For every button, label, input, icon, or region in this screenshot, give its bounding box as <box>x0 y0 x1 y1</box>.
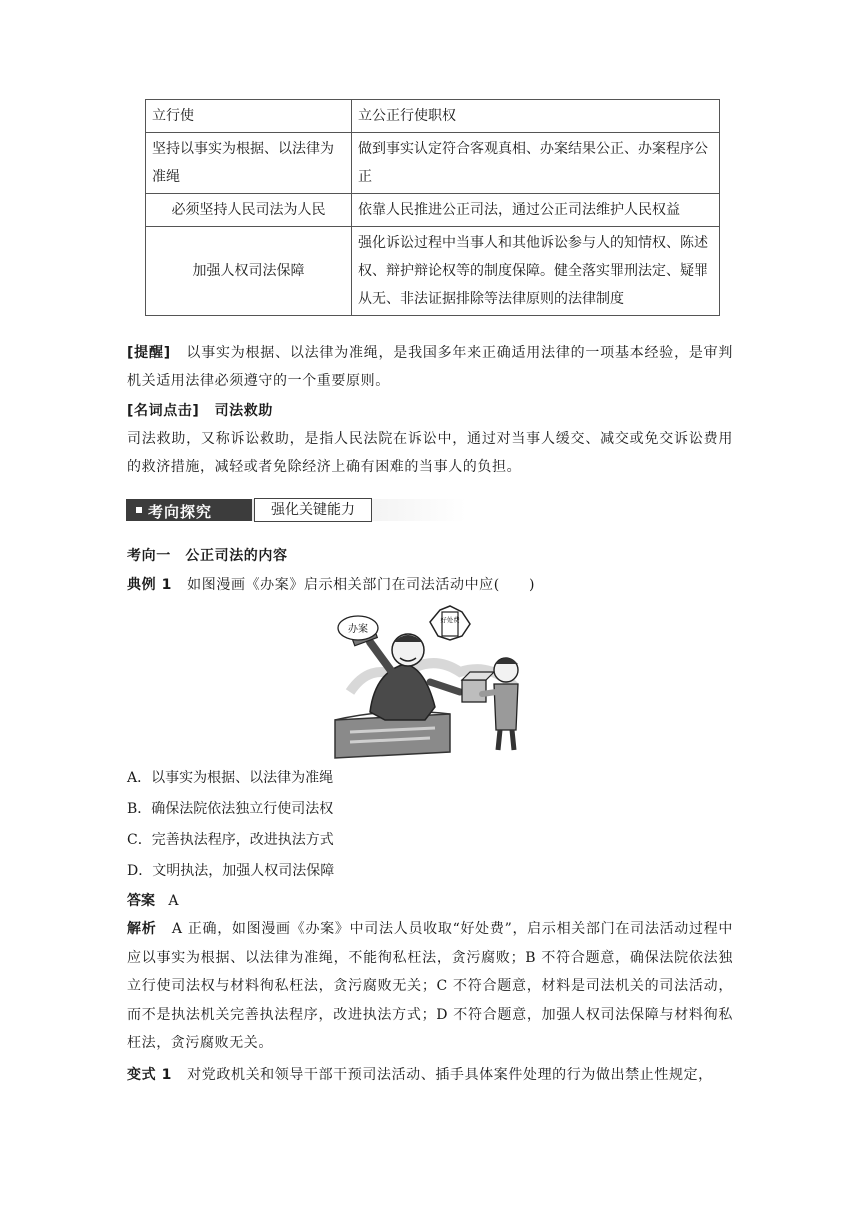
option-c: C．完善执法程序，改进执法方式 <box>127 832 334 848</box>
variant-label: 变式 1 <box>127 1067 173 1083</box>
analysis-label: 解析 <box>127 921 157 937</box>
table-row <box>146 100 720 133</box>
table-row <box>146 133 720 194</box>
table-cell: 必须坚持人民司法为人民 <box>146 194 352 227</box>
example-text: 如图漫画《办案》启示相关部门在司法活动中应( ) <box>187 577 536 593</box>
principles-table <box>145 99 720 316</box>
speech-left-text: 办案 <box>348 624 368 635</box>
tip-label: [提醒] <box>127 345 171 361</box>
table-row <box>146 194 720 227</box>
term-heading <box>127 397 733 425</box>
option-b: B．确保法院依法独立行使司法权 <box>127 801 334 817</box>
table-cell: 依靠人民推进公正司法，通过公正司法维护人民权益 <box>352 194 720 227</box>
option-a: A．以事实为根据、以法律为准绳 <box>127 770 334 786</box>
table-cell: 立公正行使职权 <box>352 100 720 133</box>
answer-line <box>127 887 178 915</box>
tip-text: 以事实为根据、以法律为准绳，是我国多年来正确适用法律的一项基本经验，是审判机关适用法律必须遵守的一个重要原则。 <box>127 345 733 389</box>
answer-label: 答案 <box>127 893 155 909</box>
banner-title: 考向探究 <box>148 503 213 521</box>
term-title: 司法救助 <box>214 403 273 419</box>
banner-square-icon <box>136 507 142 513</box>
section-banner <box>126 496 466 524</box>
section-title: 考向一 公正司法的内容 <box>127 548 288 564</box>
table-row <box>146 227 720 316</box>
cartoon-illustration <box>330 602 530 760</box>
tip-paragraph <box>127 339 733 395</box>
speech-right-text: 好处费 <box>440 616 460 624</box>
example-question <box>127 571 733 599</box>
table-cell: 加强人权司法保障 <box>146 227 352 316</box>
term-label: [名词点击] <box>127 403 200 419</box>
answer-value: A <box>168 893 179 909</box>
variant-text: 对党政机关和领导干部干预司法活动、插手具体案件处理的行为做出禁止性规定， <box>187 1067 713 1083</box>
example-label: 典例 1 <box>127 577 173 593</box>
variant-paragraph <box>127 1061 733 1089</box>
term-text: 司法救助，又称诉讼救助，是指人民法院在诉讼中，通过对当事人缓交、减交或免交诉讼费用的救济措施，减轻或者免除经济上确有困难的当事人的负担。 <box>127 431 733 475</box>
option-d: D．文明执法，加强人权司法保障 <box>127 863 335 879</box>
table-cell: 强化诉讼过程中当事人和其他诉讼参与人的知情权、陈述权、辩护辩论权等的制度保障。健全落实罪刑法定、疑罪从无、非法证据排除等法律原则的法律制度 <box>352 227 720 316</box>
table-cell: 做到事实认定符合客观真相、办案结果公正、办案程序公正 <box>352 133 720 194</box>
table-cell: 坚持以事实为根据、以法律为准绳 <box>146 133 352 194</box>
analysis-text: A 正确，如图漫画《办案》中司法人员收取“好处费”，启示相关部门在司法活动过程中应以事实为根据、以法律为准绳，不能徇私枉法，贪污腐败；B 不符合题意，确保法院依法独立行使司法权与材料徇私枉法，贪污腐败无关；C 不符合题意，材料是司法机关的司法活动，而不是执法机关完善执法程序，改进执法方式；D 不符合题意，加强人权司法保障与材料徇私枉法，贪污腐败无关。 <box>127 921 733 1051</box>
table-cell: 立行使 <box>146 100 352 133</box>
banner-subtitle: 强化关键能力 <box>254 498 372 522</box>
analysis-paragraph <box>127 915 733 1058</box>
